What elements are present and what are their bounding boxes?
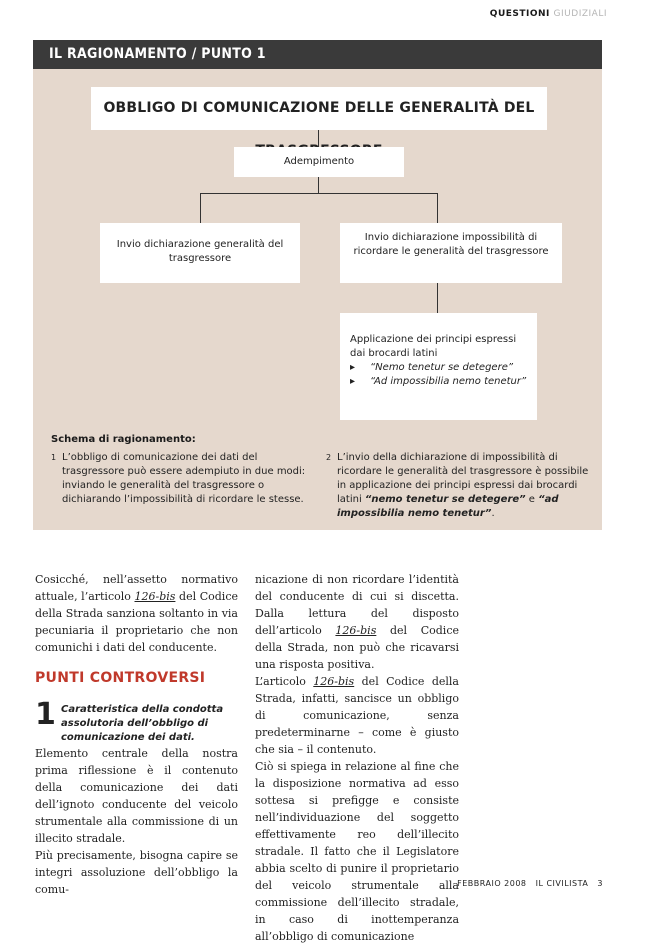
note-latin-1: “nemo tenetur se detegere”	[364, 494, 526, 505]
point-number: 1	[35, 697, 56, 732]
note-text: L’obbligo di comunicazione dei dati del trasgressore può essere adempiuto in due modi: inviando le generalità del trasgressore o dichiarando l’impossibilità di ricordare le stesse.	[62, 452, 306, 505]
paragraph: Più precisamente, bisogna capire se integri assoluzione dell’obbligo la comu-	[35, 849, 238, 896]
principi-item: ▸ “Ad impossibilia nemo tenetur”	[350, 375, 529, 389]
node-principi-latini	[340, 313, 537, 420]
article-reference: 126-bis	[335, 624, 377, 637]
page-footer	[451, 879, 603, 888]
running-head-subsection: GIUDIZIALI	[553, 9, 607, 19]
text-run: del Codice della Strada sanziona soltanto in via pecuniaria il proprietario che non comunichi i dati del conducente.	[35, 590, 238, 654]
paragraph	[255, 673, 459, 758]
footer-magazine: IL CIVILISTA	[535, 879, 589, 888]
text-run: L’articolo	[255, 675, 314, 688]
diagram-title: OBBLIGO DI COMUNICAZIONE DELLE GENERALITÀ DEL	[91, 87, 547, 130]
note-text-b: e	[525, 494, 539, 505]
connector-horizontal	[200, 193, 437, 194]
text-run: Cosicché, nell’assetto normativo attuale, l’articolo	[35, 573, 238, 603]
paragraph: Elemento centrale della nostra prima riflessione è il contenuto della comunicazione dei dati dell’ignoto conducente del veicolo strumentale alla commissione di un illecito stradale.	[35, 747, 238, 845]
section-heading: PUNTI CONTROVERSI	[35, 670, 206, 686]
note-number: 1	[51, 453, 57, 462]
paragraph: Ciò si spiega in relazione al fine che la disposizione normativa ad esso sottesa si prefigge e consiste nell’individuazione del soggetto effettivamente reo dell’illecito stradale. Il fatto che il Legislatore abbia scelto di punire il proprietario del veicolo strumentale alla commissione dell’illecito stradale, in caso di inottemperanza all’obbligo di comunicazione	[255, 760, 459, 943]
note-text-c: .	[491, 508, 495, 519]
schema-note-1	[51, 451, 313, 507]
article-reference: 126-bis	[313, 675, 355, 688]
article-reference: 126-bis	[134, 590, 176, 603]
node-invio-generalita: Invio dichiarazione generalità del trasgressore	[100, 223, 300, 283]
schema-heading: Schema di ragionamento:	[51, 434, 196, 445]
reasoning-box	[33, 40, 602, 530]
footer-issue: FEBBRAIO 2008	[457, 879, 527, 888]
text-run: nicazione di non ricordare l’identità del conducente di cui si discetta. Dalla lettura del disposto dell’articolo	[255, 573, 459, 637]
note-text-a: L’invio della dichiarazione di impossibilità di ricordare le generalità del trasgressore è possibile in applicazione dei principi espressi dai brocardi latini	[337, 452, 589, 505]
connector-right-bottom	[437, 283, 438, 313]
reasoning-banner: IL RAGIONAMENTO / PUNTO 1	[33, 40, 602, 69]
note-text	[326, 451, 592, 521]
article-column-left	[35, 571, 238, 898]
principi-item: ▸ “Nemo tenetur se detegere”	[350, 361, 529, 375]
connector-right-branch	[437, 193, 438, 223]
node-adempimento: Adempimento	[234, 147, 404, 177]
running-head-section: QUESTIONI	[489, 9, 550, 19]
point-heading	[35, 699, 238, 745]
schema-note-2	[326, 451, 592, 521]
paragraph	[255, 571, 459, 673]
note-number: 2	[326, 453, 332, 462]
text-run: del Codice della Strada, infatti, sancisce un obbligo di comunicazione, senza predeterminarne – come è giusto che sia – il contenuto.	[255, 675, 459, 756]
text-run: del Codice della Strada, non può che ricavarsi una risposta positiva.	[255, 624, 459, 671]
note-latin-2: “ad impossibilia nemo tenetur”	[337, 494, 559, 519]
connector-left-branch	[200, 193, 201, 223]
node-invio-impossibilita: Invio dichiarazione impossibilità di ricordare le generalità del trasgressore	[340, 223, 562, 283]
principi-intro: Applicazione dei principi espressi dai brocardi latini	[350, 334, 517, 359]
principi-list	[350, 361, 529, 389]
article-column-right	[255, 571, 459, 945]
running-head	[490, 9, 607, 19]
connector-adempimento-down	[318, 177, 319, 193]
point-title: Caratteristica della condotta assolutoria dell’obbligo di comunicazione dei dati.	[61, 704, 224, 743]
paragraph	[35, 571, 238, 656]
footer-page-number: 3	[597, 879, 603, 888]
